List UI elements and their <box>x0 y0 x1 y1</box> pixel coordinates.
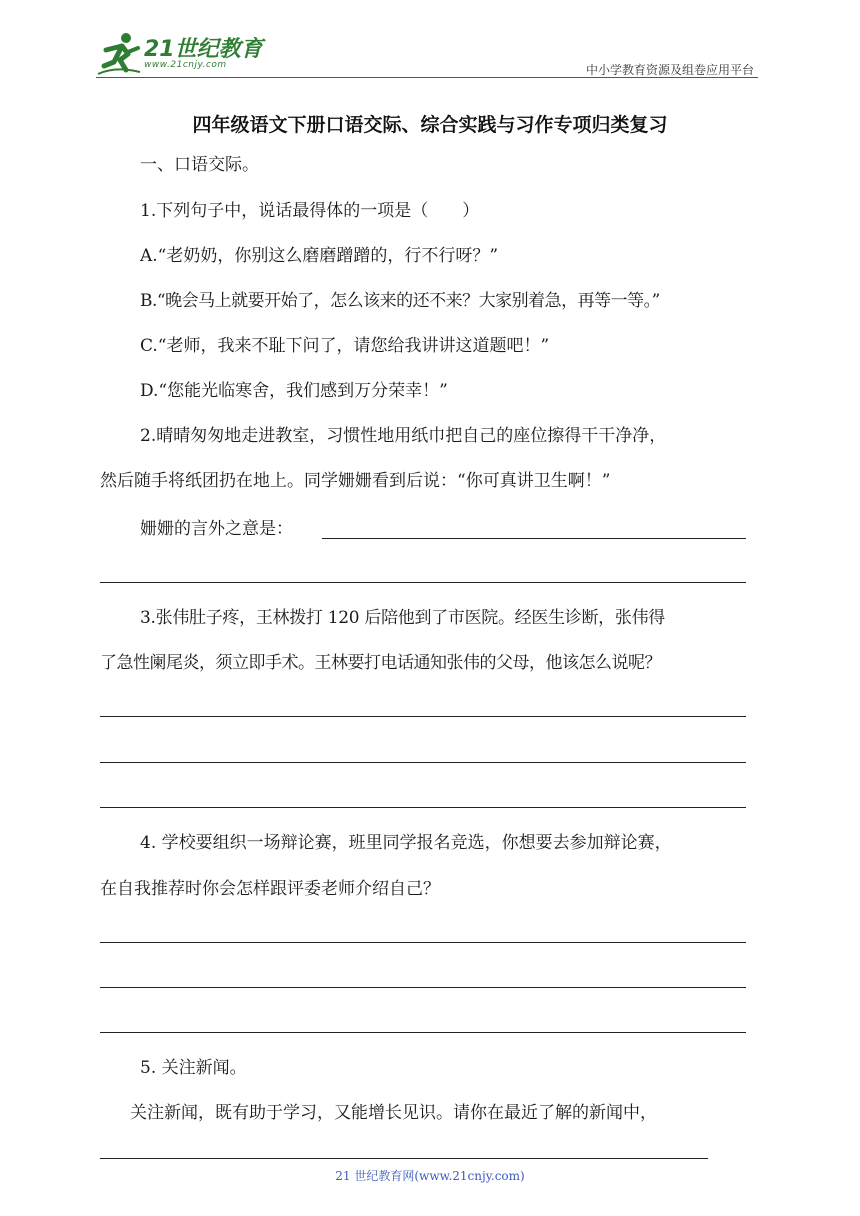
site-logo <box>96 30 266 76</box>
answer-line[interactable] <box>100 716 746 717</box>
footer-divider <box>100 1158 708 1159</box>
question-1-stem: 1.下列句子中，说话最得体的一项是（ ） <box>140 201 480 221</box>
runner-icon <box>96 30 142 76</box>
logo-text: 21世纪教育 <box>144 37 263 62</box>
section-heading: 一、口语交际。 <box>140 155 259 175</box>
question-1-option-b: B.“晚会马上就要开始了，怎么该来的还不来？大家别着急，再等一等。” <box>140 291 660 311</box>
question-2-line-2: 然后随手将纸团扔在地上。同学姗姗看到后说：“你可真讲卫生啊！” <box>100 471 611 491</box>
page-title: 四年级语文下册口语交际、综合实践与习作专项归类复习 <box>192 114 668 136</box>
answer-line[interactable] <box>100 582 746 583</box>
answer-line[interactable] <box>100 807 746 808</box>
header-divider <box>96 77 758 78</box>
answer-line[interactable] <box>100 1032 746 1033</box>
answer-line[interactable] <box>100 987 746 988</box>
question-3-line-2: 了急性阑尾炎，须立即手术。王林要打电话通知张伟的父母，他该怎么说呢？ <box>100 653 661 673</box>
question-1-option-d: D.“您能光临寒舍，我们感到万分荣幸！” <box>140 381 448 401</box>
question-1-option-c: C.“老师，我来不耻下问了，请您给我讲讲这道题吧！” <box>140 336 550 356</box>
page-footer: 21 世纪教育网(www.21cnjy.com) <box>335 1169 525 1183</box>
answer-line[interactable] <box>100 942 746 943</box>
question-4-line-2: 在自我推荐时你会怎样跟评委老师介绍自己？ <box>100 879 440 899</box>
question-3-line-1: 3.张伟肚子疼，王林拨打 120 后陪他到了市医院。经医生诊断，张伟得 <box>140 608 665 628</box>
answer-line[interactable] <box>322 538 746 539</box>
question-4-line-1: 4. 学校要组织一场辩论赛，班里同学报名竞选，你想要去参加辩论赛， <box>140 833 672 853</box>
logo-url: www.21cnjy.com <box>144 60 227 70</box>
question-5-stem: 5. 关注新闻。 <box>140 1058 247 1078</box>
answer-line[interactable] <box>100 762 746 763</box>
question-2-prompt: 姗姗的言外之意是： <box>140 519 293 539</box>
question-1-option-a: A.“老奶奶，你别这么磨磨蹭蹭的，行不行呀？” <box>140 246 499 266</box>
platform-name: 中小学教育资源及组卷应用平台 <box>585 63 754 77</box>
question-5-line-1: 关注新闻，既有助于学习，又能增长见识。请你在最近了解的新闻中， <box>130 1103 657 1123</box>
page-header <box>96 30 758 78</box>
question-2-line-1: 2.晴晴匆匆地走进教室，习惯性地用纸巾把自己的座位擦得干干净净， <box>140 426 667 446</box>
